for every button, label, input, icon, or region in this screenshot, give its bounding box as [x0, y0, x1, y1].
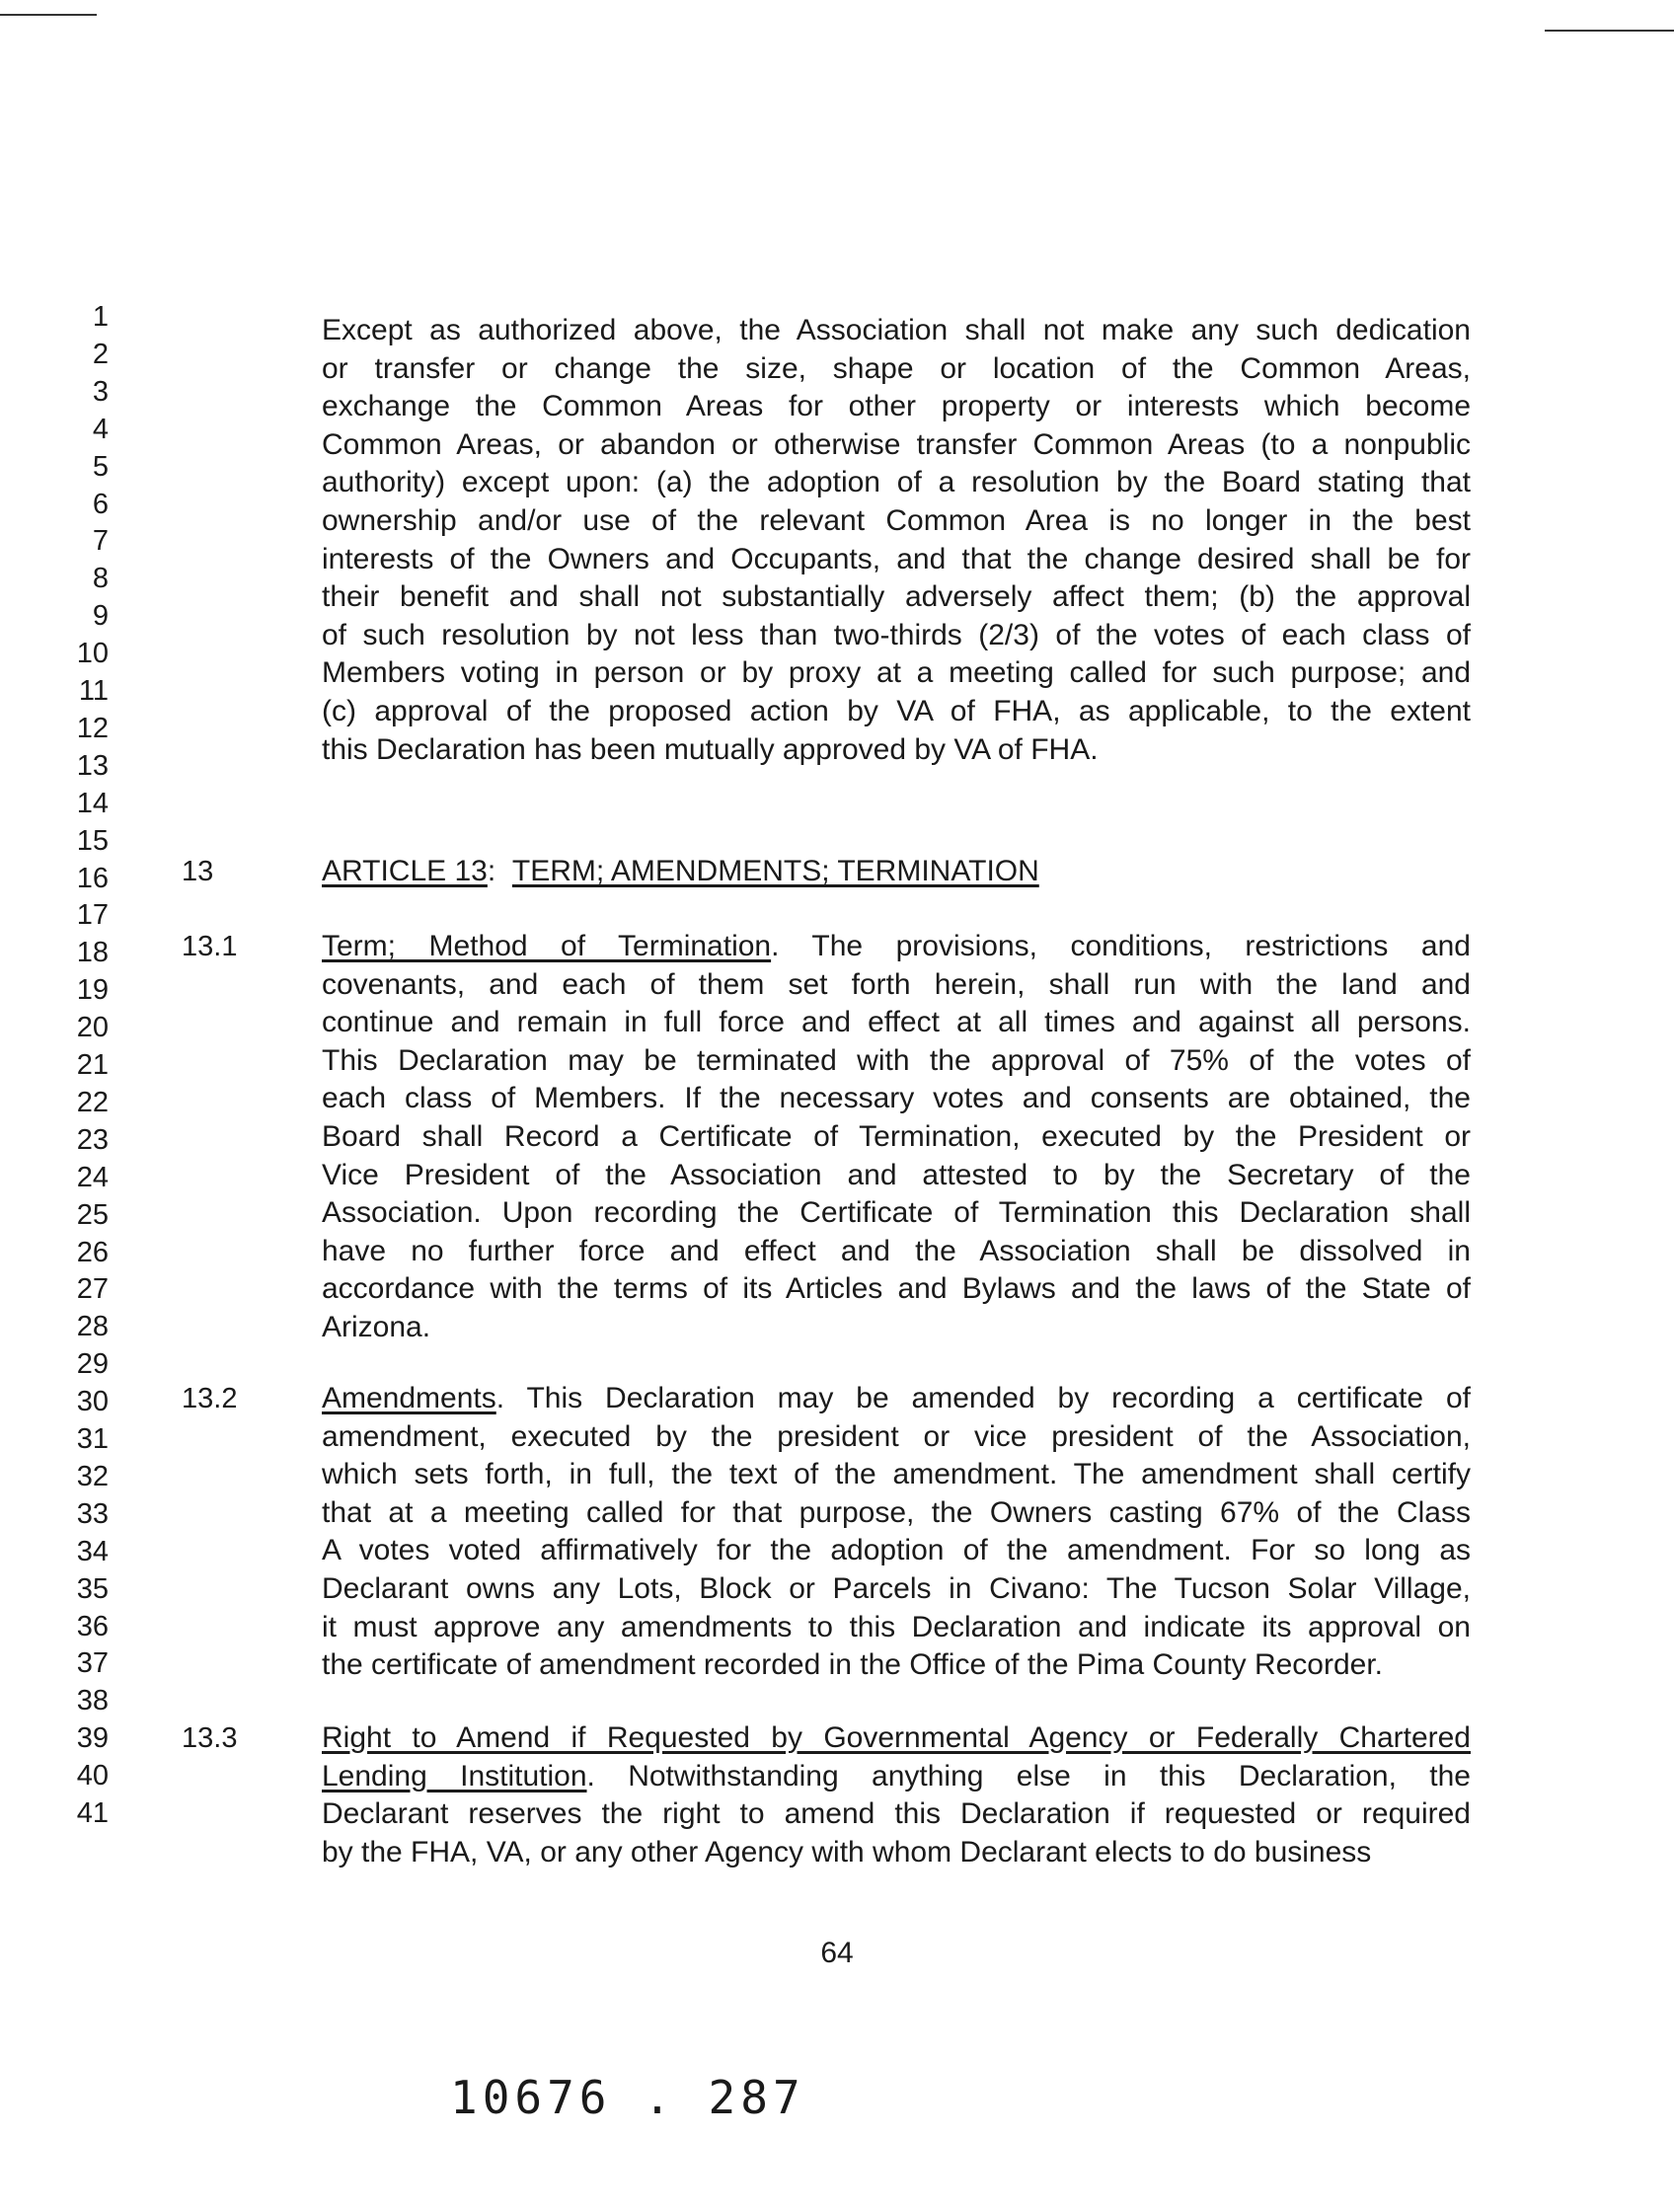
section-13-3-heading-part2: Lending Institution	[322, 1759, 587, 1792]
section-number-13-3: 13.3	[182, 1722, 238, 1754]
text-line: A votes voted affirmatively for the adoption of the amendment. For so long as	[322, 1534, 1471, 1567]
line-number: 7	[92, 525, 109, 558]
line-number: 8	[92, 563, 109, 595]
text-line: have no further force and effect and the Association shall be dissolved in	[322, 1234, 1471, 1267]
line-number: 6	[92, 488, 109, 520]
line-number: 27	[76, 1273, 109, 1306]
section-13-1-first-line	[322, 928, 1471, 966]
section-13-3-heading-line1	[322, 1719, 1471, 1758]
article-separator: :	[487, 855, 496, 887]
docket-stamp: 10676 . 287	[450, 2071, 805, 2124]
text-line: Common Areas, or abandon or otherwise transfer Common Areas (to a nonpublic	[322, 427, 1471, 461]
line-number: 33	[76, 1497, 109, 1530]
section-13-2-body	[322, 1380, 1471, 1685]
line-number: 16	[76, 862, 109, 894]
line-number: 11	[78, 675, 109, 707]
line-number: 19	[76, 974, 109, 1007]
page-number: 64	[820, 1937, 854, 1969]
line-number: 37	[76, 1647, 109, 1680]
article-title: TERM; AMENDMENTS; TERMINATION	[511, 855, 1039, 887]
text-line: authority) except upon: (a) the adoption of a resolution by the Board stating that	[322, 466, 1471, 499]
text-line: Members voting in person or by proxy at a meeting called for such purpose; and	[322, 656, 1471, 690]
line-number: 38	[76, 1685, 109, 1717]
text-line: each class of Members. If the necessary votes and consents are obtained, the	[322, 1082, 1471, 1115]
line-number: 2	[92, 338, 109, 370]
paragraph-common-areas-transfer	[322, 312, 1471, 769]
line-number: 25	[76, 1198, 109, 1231]
line-number: 30	[76, 1386, 109, 1418]
text-line: Arizona.	[322, 1310, 431, 1343]
line-number: 40	[76, 1760, 109, 1792]
article-heading	[322, 853, 1039, 890]
line-number: 1	[92, 301, 109, 333]
text-line: it must approve any amendments to this Declaration and indicate its approval on	[322, 1610, 1471, 1643]
text-line: this Declaration has been mutually approved by VA of FHA.	[322, 732, 1099, 766]
text-line: that at a meeting called for that purpose, the Owners casting 67% of the Class	[322, 1495, 1471, 1529]
line-number: 13	[76, 749, 109, 782]
line-number: 22	[76, 1086, 109, 1118]
text-line: (c) approval of the proposed action by VA of FHA, as applicable, to the extent	[322, 694, 1471, 727]
section-13-1-heading: Term; Method of Termination	[322, 930, 772, 962]
section-13-3-body	[322, 1719, 1471, 1871]
section-13-2-heading: Amendments	[322, 1382, 496, 1414]
article-number: 13	[182, 856, 214, 887]
text-line: which sets forth, in full, the text of the amendment. The amendment shall certify	[322, 1458, 1471, 1491]
section-13-3-second-line	[322, 1758, 1471, 1796]
scan-edge-mark-right	[1545, 30, 1674, 32]
text-line: ownership and/or use of the relevant Common Area is no longer in the best	[322, 503, 1471, 537]
text-line: Declarant owns any Lots, Block or Parcels in Civano: The Tucson Solar Village,	[322, 1571, 1471, 1605]
text-line: Board shall Record a Certificate of Termination, executed by the President or	[322, 1119, 1471, 1153]
text-line: exchange the Common Areas for other property or interests which become	[322, 390, 1471, 423]
line-number: 23	[76, 1123, 109, 1156]
line-number: 32	[76, 1460, 109, 1492]
line-number: 17	[76, 899, 109, 932]
text-line: or transfer or change the size, shape or location of the Common Areas,	[322, 351, 1471, 385]
line-number: 5	[92, 450, 109, 483]
line-number: 21	[76, 1049, 109, 1081]
line-number: 15	[76, 824, 109, 857]
text-line: This Declaration may be terminated with the approval of 75% of the votes of	[322, 1043, 1471, 1077]
line-number: 10	[76, 638, 109, 670]
text-line: Declarant reserves the right to amend this Declaration if requested or required	[322, 1797, 1471, 1831]
line-number: 4	[92, 413, 109, 445]
section-13-3-heading-part1: Right to Amend if Requested by Governmental Agency or Federally Chartered	[322, 1721, 1471, 1754]
line-number: 29	[76, 1348, 109, 1381]
line-number: 39	[76, 1722, 109, 1755]
section-13-1-first-line-text: . The provisions, conditions, restrictions and	[771, 930, 1471, 962]
line-number: 3	[92, 375, 109, 408]
text-line: the certificate of amendment recorded in the Office of the Pima County Recorder.	[322, 1648, 1384, 1682]
line-number: 24	[76, 1161, 109, 1193]
text-line: continue and remain in full force and effect at all times and against all persons.	[322, 1006, 1471, 1039]
text-line: Vice President of the Association and attested to by the Secretary of the	[322, 1158, 1471, 1191]
text-line: amendment, executed by the president or vice president of the Association,	[322, 1419, 1471, 1453]
line-number: 14	[76, 787, 109, 819]
line-number: 9	[92, 600, 109, 633]
text-line: by the FHA, VA, or any other Agency with whom Declarant elects to do business	[322, 1835, 1372, 1869]
scan-edge-mark-left	[0, 14, 97, 16]
text-line: accordance with the terms of its Articles and Bylaws and the laws of the State of	[322, 1272, 1471, 1306]
line-number: 26	[76, 1236, 109, 1268]
line-number: 34	[76, 1535, 109, 1567]
section-number-13-2: 13.2	[182, 1383, 238, 1414]
text-line: interests of the Owners and Occupants, and that the change desired shall be for	[322, 542, 1471, 575]
section-number-13-1: 13.1	[182, 931, 238, 962]
line-number: 18	[76, 937, 109, 969]
section-13-2-first-line-text: . This Declaration may be amended by recording a certificate of	[495, 1382, 1471, 1414]
line-number: 12	[76, 712, 109, 744]
text-line: Except as authorized above, the Association shall not make any such dedication	[322, 314, 1471, 346]
line-number: 41	[76, 1797, 109, 1829]
section-13-3-second-line-text: . Notwithstanding anything else in this Declaration, the	[586, 1759, 1471, 1792]
text-line: covenants, and each of them set forth herein, shall run with the land and	[322, 967, 1471, 1001]
text-line: Association. Upon recording the Certificate of Termination this Declaration shall	[322, 1196, 1471, 1230]
article-label: ARTICLE 13	[322, 855, 488, 887]
text-line: their benefit and shall not substantially adversely affect them; (b) the approval	[322, 580, 1471, 614]
line-number: 36	[76, 1610, 109, 1642]
line-number: 31	[76, 1423, 109, 1455]
section-13-1-body	[322, 928, 1471, 1347]
line-number: 20	[76, 1012, 109, 1044]
line-number: 35	[76, 1572, 109, 1605]
line-number: 28	[76, 1311, 109, 1343]
section-13-2-first-line	[322, 1380, 1471, 1418]
text-line: of such resolution by not less than two-thirds (2/3) of the votes of each class of	[322, 618, 1471, 651]
